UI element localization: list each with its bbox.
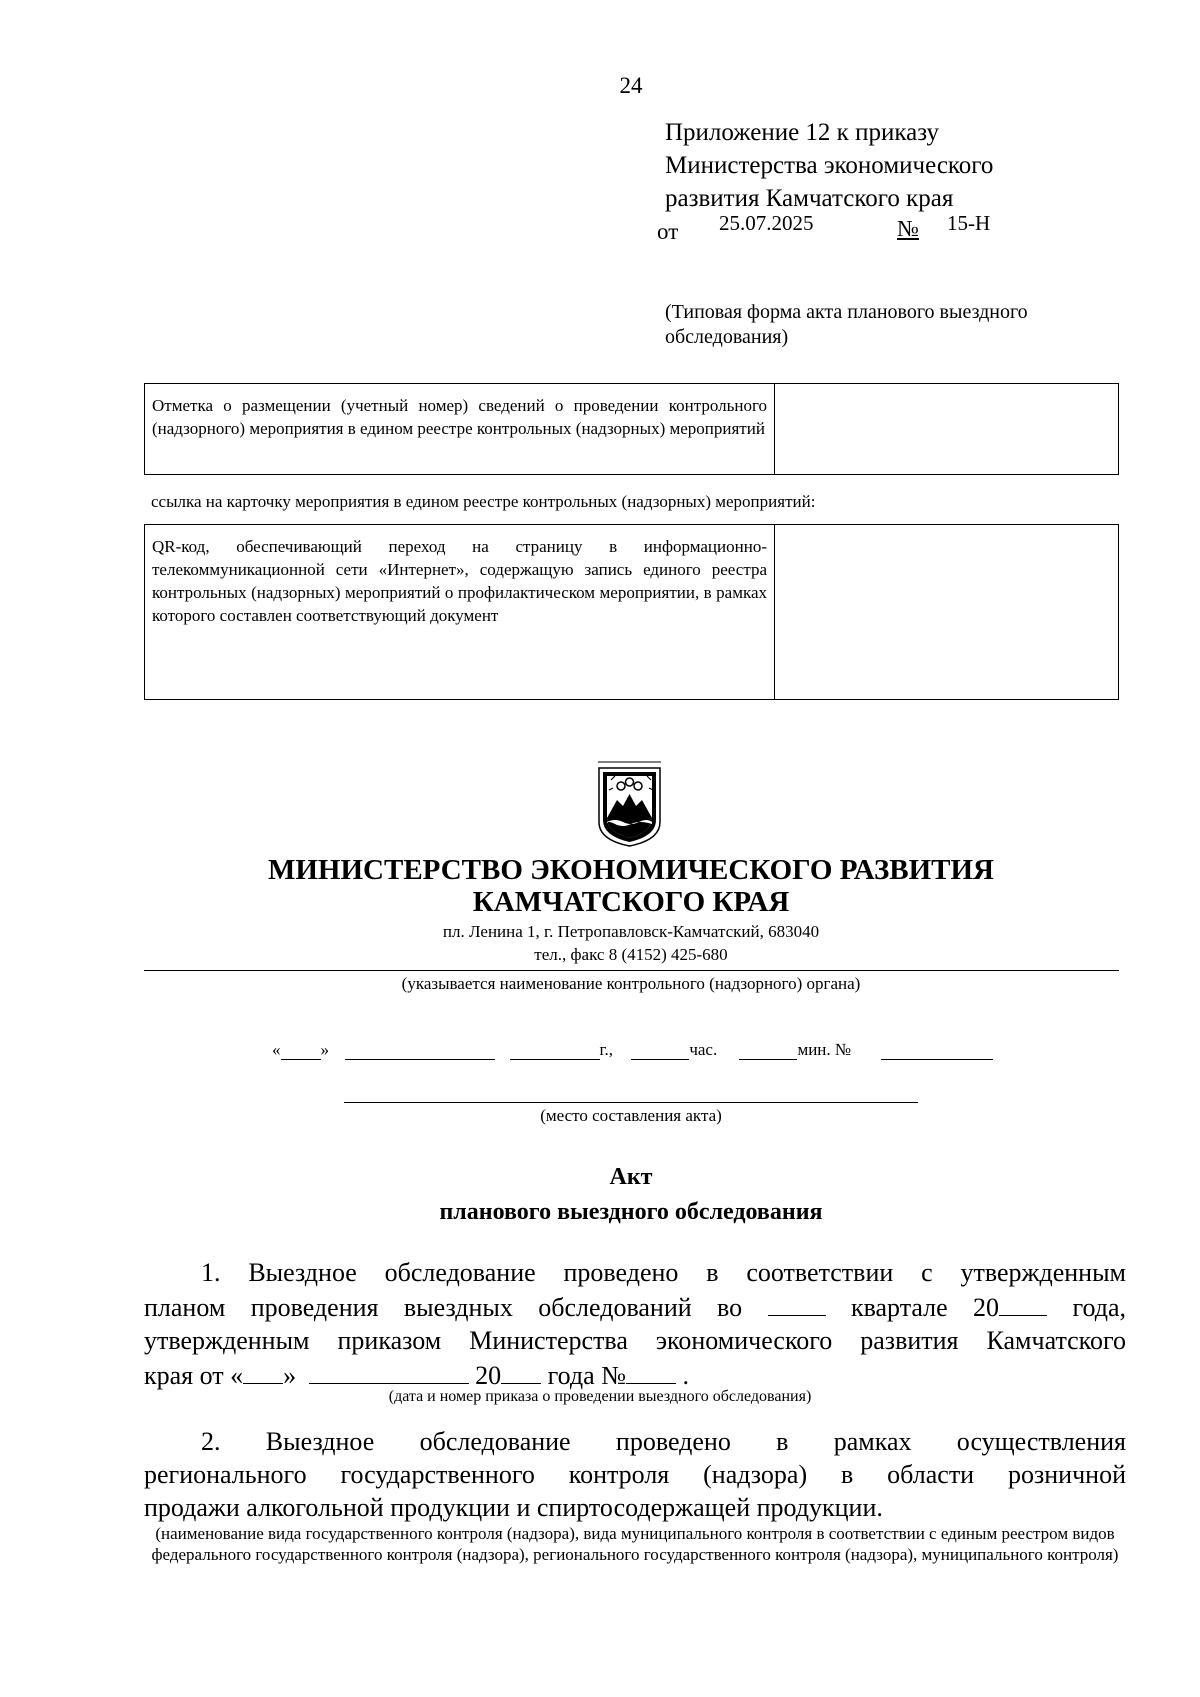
ministry-phone: тел., факс 8 (4152) 425-680 <box>534 945 728 964</box>
qr-box-text: QR-код, обеспечивающий переход на страницу в информационно-телекоммуникационной сети «Интернет», содержащую запись единого реестра контрольных (надзорных) мероприятий о профилактическом мероприятии, в рамках которого составлен соответствующий документ <box>145 525 775 699</box>
paragraph-2 <box>144 1425 1126 1524</box>
act-date-line <box>272 1040 993 1060</box>
day-blank <box>281 1041 321 1060</box>
ministry-name-line2: КАМЧАТСКОГО КРАЯ <box>472 886 790 918</box>
order-day-blank <box>243 1357 283 1384</box>
year-label: г., <box>599 1040 614 1059</box>
ministry-address: пл. Ленина 1, г. Петропавловск-Камчатский, 683040 <box>442 922 820 941</box>
from-label: от <box>657 219 679 244</box>
paragraph-1-line: края от « » 20 года № . <box>144 1357 1126 1392</box>
paragraph-2-line: регионального государственного контроля (надзора) в области розничной <box>144 1460 1126 1489</box>
order-number-blank <box>626 1357 676 1384</box>
page-number: 24 <box>619 73 643 98</box>
registry-box <box>144 383 1119 475</box>
quote-open: « <box>272 1040 281 1059</box>
paragraph-1-caption: (дата и номер приказа о проведении выездного обследования) <box>388 1388 812 1405</box>
order-number: 15-Н <box>947 211 991 235</box>
paragraph-1-line: планом проведения выездных обследований во квартале 20 года, <box>144 1289 1126 1324</box>
number-label: № <box>897 216 919 241</box>
qr-box-value <box>775 525 1118 699</box>
paragraph-1-line: 1. Выездное обследование проведено в соответствии с утвержденным <box>201 1258 1126 1287</box>
quarter-blank <box>768 1289 826 1316</box>
month-blank <box>345 1041 495 1060</box>
paragraph-2-caption: (наименование вида государственного контроля (надзора), вида муниципального контроля в соответствии с единым реестром видов федерального государственного контроля (надзора), регионального государственного контроля (надзора), муниципального контроля) <box>151 1524 1119 1564</box>
header-rule <box>144 970 1119 971</box>
appendix-line: развития Камчатского края <box>665 185 954 212</box>
registry-box-value <box>775 384 1118 474</box>
qr-box <box>144 524 1119 700</box>
paragraph-2-line: 2. Выездное обследование проведено в рамках осуществления <box>201 1427 1126 1456</box>
act-subtitle: планового выездного обследования <box>439 1199 823 1225</box>
paragraph-2-line: продажи алкогольной продукции и спиртосодержащей продукции. <box>144 1493 883 1522</box>
hour-blank <box>631 1041 689 1060</box>
authority-caption: (указывается наименование контрольного (надзорного) органа) <box>401 974 861 993</box>
place-blank <box>344 1102 918 1103</box>
ministry-name-line1: МИНИСТЕРСТВО ЭКОНОМИЧЕСКОГО РАЗВИТИЯ <box>268 854 994 886</box>
form-type-note: (Типовая форма акта планового выездного обследования) <box>665 301 1028 348</box>
order-date: 25.07.2025 <box>719 211 814 235</box>
appendix-header <box>665 116 993 215</box>
quote-close: » <box>320 1040 329 1059</box>
paragraph-1-line: утвержденным приказом Министерства экономического развития Камчатского <box>144 1326 1126 1355</box>
order-year-blank <box>501 1357 541 1384</box>
place-caption: (место составления акта) <box>540 1106 722 1125</box>
minute-label: мин. № <box>797 1040 852 1059</box>
order-month-blank <box>309 1357 469 1384</box>
plan-year-blank <box>999 1289 1047 1316</box>
registry-box-text: Отметка о размещении (учетный номер) сведений о проведении контрольного (надзорного) мероприятия в едином реестре контрольных (надзорных) мероприятий <box>145 384 775 474</box>
minute-blank <box>739 1041 797 1060</box>
act-title: Акт <box>609 1164 653 1190</box>
year-blank <box>510 1041 600 1060</box>
card-link-note: ссылка на карточку мероприятия в едином реестре контрольных (надзорных) мероприятий: <box>151 492 816 511</box>
act-number-blank <box>881 1041 993 1060</box>
kamchatka-coat-of-arms-icon <box>595 760 664 848</box>
appendix-line: Приложение 12 к приказу <box>665 119 940 146</box>
paragraph-1 <box>144 1256 1126 1392</box>
hour-label: час. <box>689 1040 718 1059</box>
appendix-line: Министерства экономического <box>665 152 994 179</box>
